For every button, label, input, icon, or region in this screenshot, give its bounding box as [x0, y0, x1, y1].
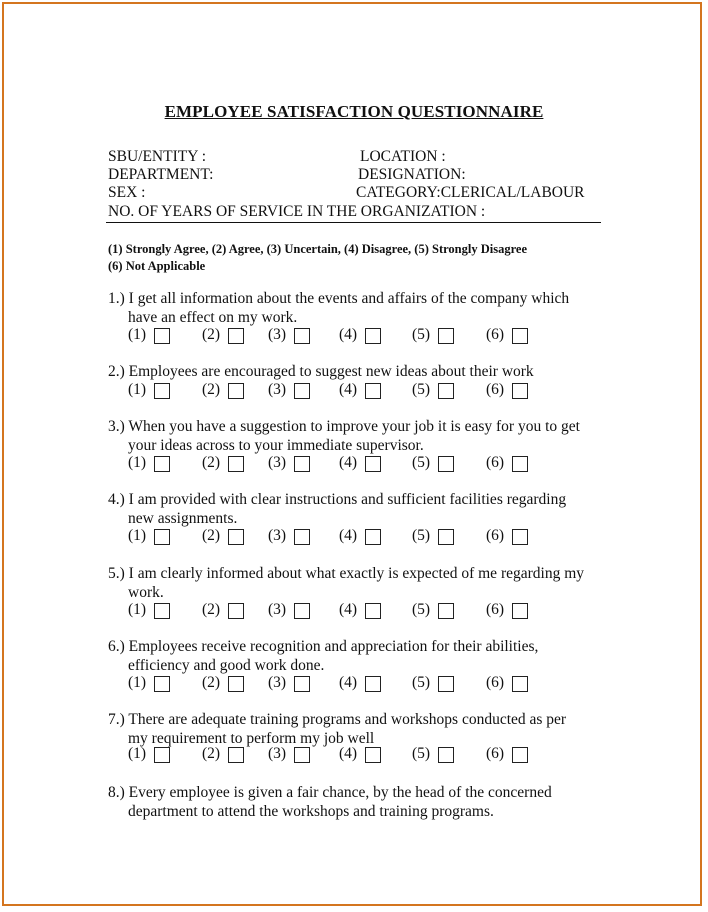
answer-checkbox[interactable] [228, 456, 244, 472]
option-label: (4) [339, 745, 358, 762]
option-6 [486, 745, 528, 765]
option-6 [486, 527, 528, 547]
answer-checkbox[interactable] [154, 328, 170, 344]
answer-checkbox[interactable] [365, 328, 381, 344]
option-1 [128, 601, 170, 621]
answer-checkbox[interactable] [365, 383, 381, 399]
option-6 [486, 674, 528, 694]
option-6 [486, 381, 528, 401]
option-label: (4) [339, 674, 358, 691]
header-divider [106, 222, 601, 223]
answer-checkbox[interactable] [154, 747, 170, 763]
option-6 [486, 454, 528, 474]
option-label: (3) [268, 326, 287, 343]
option-4 [339, 326, 381, 346]
answer-checkbox[interactable] [365, 747, 381, 763]
option-label: (1) [128, 454, 147, 471]
question-text: 5.) I am clearly informed about what exactly is expected of me regarding my [108, 565, 585, 582]
option-label: (6) [486, 326, 505, 343]
answer-checkbox[interactable] [294, 676, 310, 692]
answer-checkbox[interactable] [512, 603, 528, 619]
answer-checkbox[interactable] [365, 529, 381, 545]
answer-checkbox[interactable] [365, 603, 381, 619]
question-1 [108, 289, 608, 327]
question-text: 6.) Employees receive recognition and appreciation for their abilities, [108, 638, 539, 655]
category-label: CATEGORY:CLERICAL/LABOUR [356, 184, 585, 201]
question-text: 8.) Every employee is given a fair chance, by the head of the concerned [108, 784, 552, 801]
question-4 [108, 490, 608, 528]
question-text-continued: department to attend the workshops and training programs. [128, 803, 494, 820]
option-5 [412, 745, 454, 765]
option-3 [268, 527, 310, 547]
option-label: (6) [486, 381, 505, 398]
option-1 [128, 381, 170, 401]
option-label: (4) [339, 326, 358, 343]
answer-checkbox[interactable] [228, 603, 244, 619]
option-4 [339, 381, 381, 401]
option-label: (3) [268, 454, 287, 471]
option-2 [202, 601, 244, 621]
option-label: (4) [339, 381, 358, 398]
answer-checkbox[interactable] [154, 383, 170, 399]
option-label: (4) [339, 601, 358, 618]
option-label: (2) [202, 326, 221, 343]
option-label: (1) [128, 381, 147, 398]
question-text: 2.) Employees are encouraged to suggest new ideas about their work [108, 363, 534, 380]
option-label: (2) [202, 381, 221, 398]
answer-checkbox[interactable] [154, 529, 170, 545]
answer-checkbox[interactable] [438, 328, 454, 344]
question-2 [108, 362, 608, 381]
answer-checkbox[interactable] [512, 328, 528, 344]
question-text: 7.) There are adequate training programs and workshops conducted as per [108, 711, 567, 728]
answer-checkbox[interactable] [512, 529, 528, 545]
option-4 [339, 674, 381, 694]
question-text: 3.) When you have a suggestion to improve your job it is easy for you to get [108, 418, 580, 435]
option-label: (5) [412, 674, 431, 691]
option-label: (2) [202, 601, 221, 618]
question-3 [108, 417, 608, 455]
question-6 [108, 637, 608, 675]
answer-checkbox[interactable] [438, 383, 454, 399]
option-2 [202, 381, 244, 401]
option-4 [339, 454, 381, 474]
page-title: EMPLOYEE SATISFACTION QUESTIONNAIRE [164, 102, 544, 121]
designation-label: DESIGNATION: [358, 166, 466, 183]
option-5 [412, 674, 454, 694]
question-7 [108, 710, 608, 748]
option-2 [202, 326, 244, 346]
answer-checkbox[interactable] [228, 328, 244, 344]
option-2 [202, 674, 244, 694]
option-2 [202, 454, 244, 474]
option-5 [412, 454, 454, 474]
question-text-continued: work. [128, 584, 164, 601]
question-text-continued: my requirement to perform my job well [128, 730, 375, 747]
option-label: (1) [128, 674, 147, 691]
option-label: (6) [486, 527, 505, 544]
answer-checkbox[interactable] [512, 676, 528, 692]
option-5 [412, 381, 454, 401]
option-4 [339, 527, 381, 547]
answer-checkbox[interactable] [228, 676, 244, 692]
answer-checkbox[interactable] [438, 747, 454, 763]
option-1 [128, 527, 170, 547]
option-label: (6) [486, 601, 505, 618]
answer-checkbox[interactable] [512, 456, 528, 472]
option-label: (3) [268, 674, 287, 691]
option-label: (5) [412, 601, 431, 618]
option-label: (5) [412, 745, 431, 762]
option-5 [412, 601, 454, 621]
question-text-continued: efficiency and good work done. [128, 657, 325, 674]
option-label: (5) [412, 326, 431, 343]
answer-checkbox[interactable] [294, 328, 310, 344]
option-label: (1) [128, 527, 147, 544]
answer-checkbox[interactable] [365, 676, 381, 692]
answer-checkbox[interactable] [294, 383, 310, 399]
option-label: (6) [486, 674, 505, 691]
option-label: (2) [202, 454, 221, 471]
option-4 [339, 601, 381, 621]
question-text-continued: your ideas across to your immediate supervisor. [128, 437, 424, 454]
option-2 [202, 745, 244, 765]
option-label: (2) [202, 527, 221, 544]
answer-checkbox[interactable] [294, 603, 310, 619]
option-6 [486, 601, 528, 621]
answer-checkbox[interactable] [365, 456, 381, 472]
option-1 [128, 326, 170, 346]
option-label: (6) [486, 745, 505, 762]
option-label: (1) [128, 601, 147, 618]
rating-scale-line-1: (1) Strongly Agree, (2) Agree, (3) Uncertain, (4) Disagree, (5) Strongly Disagree [108, 242, 528, 256]
answer-checkbox[interactable] [294, 747, 310, 763]
answer-checkbox[interactable] [154, 456, 170, 472]
option-5 [412, 326, 454, 346]
option-label: (5) [412, 381, 431, 398]
answer-checkbox[interactable] [294, 456, 310, 472]
option-2 [202, 527, 244, 547]
option-4 [339, 745, 381, 765]
department-label: DEPARTMENT: [108, 166, 214, 183]
option-label: (3) [268, 527, 287, 544]
answer-checkbox[interactable] [294, 529, 310, 545]
answer-checkbox[interactable] [438, 676, 454, 692]
option-label: (1) [128, 745, 147, 762]
answer-checkbox[interactable] [512, 383, 528, 399]
option-3 [268, 381, 310, 401]
question-8 [108, 783, 608, 821]
location-label: LOCATION : [360, 148, 446, 165]
option-1 [128, 745, 170, 765]
option-label: (5) [412, 454, 431, 471]
option-3 [268, 745, 310, 765]
sex-label: SEX : [108, 184, 146, 201]
option-label: (5) [412, 527, 431, 544]
question-text: 1.) I get all information about the events and affairs of the company which [108, 290, 570, 307]
option-label: (3) [268, 745, 287, 762]
option-3 [268, 454, 310, 474]
answer-checkbox[interactable] [438, 456, 454, 472]
question-text-continued: new assignments. [128, 510, 238, 527]
rating-scale-line-2: (6) Not Applicable [108, 259, 206, 273]
years-of-service-label: NO. OF YEARS OF SERVICE IN THE ORGANIZATION : [108, 203, 486, 220]
answer-checkbox[interactable] [154, 676, 170, 692]
option-5 [412, 527, 454, 547]
answer-checkbox[interactable] [154, 603, 170, 619]
answer-checkbox[interactable] [228, 529, 244, 545]
option-3 [268, 674, 310, 694]
option-label: (6) [486, 454, 505, 471]
option-1 [128, 674, 170, 694]
answer-checkbox[interactable] [512, 747, 528, 763]
sbu-entity-label: SBU/ENTITY : [108, 148, 207, 165]
question-text-continued: have an effect on my work. [128, 309, 298, 326]
question-text: 4.) I am provided with clear instructions and sufficient facilities regarding [108, 491, 567, 508]
question-5 [108, 564, 608, 602]
option-label: (3) [268, 381, 287, 398]
option-6 [486, 326, 528, 346]
option-3 [268, 601, 310, 621]
option-label: (4) [339, 454, 358, 471]
option-label: (2) [202, 745, 221, 762]
answer-checkbox[interactable] [228, 747, 244, 763]
option-1 [128, 454, 170, 474]
option-label: (1) [128, 326, 147, 343]
answer-checkbox[interactable] [438, 603, 454, 619]
option-label: (3) [268, 601, 287, 618]
answer-checkbox[interactable] [228, 383, 244, 399]
option-3 [268, 326, 310, 346]
answer-checkbox[interactable] [438, 529, 454, 545]
option-label: (4) [339, 527, 358, 544]
option-label: (2) [202, 674, 221, 691]
